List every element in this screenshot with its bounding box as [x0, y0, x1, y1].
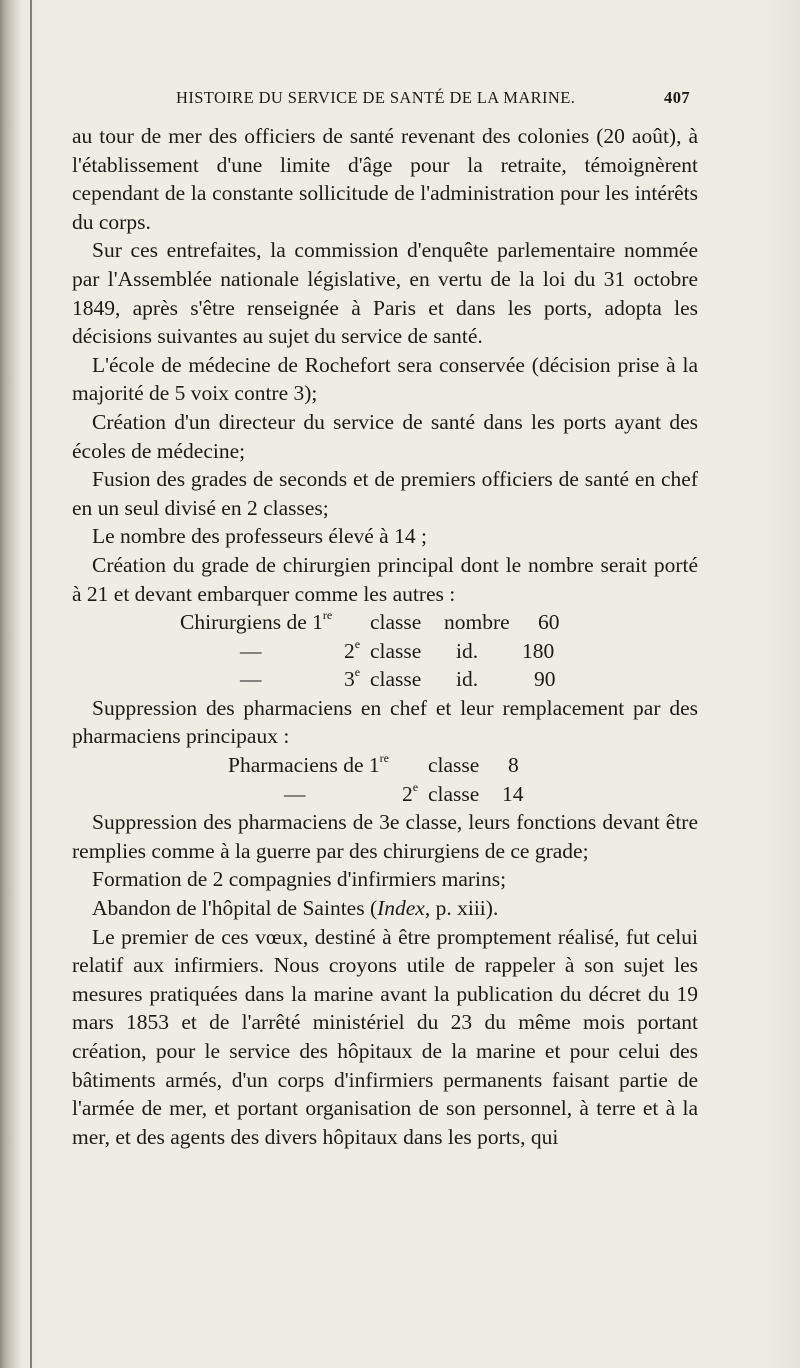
paragraph-9: Suppression des pharmaciens de 3e classe, leurs fonctions devant être remplies comme à la guerre par des chirurgiens de ce grade; [72, 810, 698, 863]
page-number: 407 [664, 88, 690, 107]
pharmacists-row-label: Pharmaciens de 1 [228, 753, 380, 778]
class-number: 3 [344, 667, 355, 692]
class-word: classe [428, 781, 480, 806]
surgeons-row-1 [72, 608, 698, 637]
paragraph-1: au tour de mer des officiers de santé revenant des colonies (20 août), à l'établissement d'une limite d'âge pour la retraite, témoignèrent cependant de la constante sollicitude de l'administration pour les intérêts du corps. [72, 124, 698, 234]
paragraph-2: Sur ces entrefaites, la commission d'enquête parlementaire nommée par l'Assemblée nationale législative, en vertu de la loi du 31 octobre 1849, après s'être renseignée à Paris et dans les ports, adopta les décisions suivantes au sujet du service de santé. [72, 238, 698, 349]
page-body [72, 122, 698, 1151]
page-margin-line [30, 0, 32, 1368]
ordinal-suffix: e [412, 779, 419, 794]
count-kind: nombre [444, 610, 510, 635]
page-binding-shadow [0, 0, 22, 1368]
count-value: 60 [538, 610, 560, 635]
surgeons-row-2 [72, 637, 698, 666]
pharmacists-row-1 [72, 751, 698, 780]
paragraph-4: Création d'un directeur du service de santé dans les ports ayant des écoles de médecine; [72, 409, 698, 463]
ordinal-suffix: re [322, 607, 333, 622]
count-value: 180 [522, 638, 555, 663]
paragraph-7: Création du grade de chirurgien principal dont le nombre serait porté à 21 et devant embarquer comme les autres : [72, 552, 698, 606]
pharmacists-row-2 [72, 780, 698, 809]
count-value: 14 [502, 781, 524, 806]
ditto-dash: — [240, 667, 262, 692]
count-value: 90 [534, 667, 556, 692]
paragraph-11-start: Abandon de l'hôpital de Saintes ( [92, 896, 378, 921]
paragraph-5: Fusion des grades de seconds et de premiers officiers de santé en chef en un seul divisé en 2 classes; [72, 467, 698, 520]
class-number: 2 [344, 638, 355, 663]
count-kind: id. [456, 667, 479, 692]
paragraph-11 [72, 894, 698, 923]
paragraph-11-end: , p. xiii). [424, 896, 499, 921]
paragraph-8: Suppression des pharmaciens en chef et leur remplacement par des pharmaciens principaux : [72, 695, 698, 749]
paragraph-6: Le nombre des professeurs élevé à 14 ; [92, 524, 427, 549]
class-word: classe [428, 753, 480, 778]
class-word: classe [370, 638, 422, 663]
class-word: classe [370, 667, 422, 692]
ordinal-suffix: e [354, 665, 361, 680]
ditto-dash: — [240, 638, 262, 663]
class-number: 2 [402, 781, 413, 806]
paragraph-3: L'école de médecine de Rochefort sera conservée (décision prise à la majorité de 5 voix contre 3); [72, 352, 698, 406]
paragraph-10: Formation de 2 compagnies d'infirmiers marins; [92, 867, 507, 892]
ditto-dash: — [284, 781, 306, 806]
count-value: 8 [508, 753, 519, 778]
pharmacists-table [72, 751, 698, 808]
running-header [72, 88, 698, 114]
running-title: HISTOIRE DU SERVICE DE SANTÉ DE LA MARINE. [176, 88, 576, 107]
surgeons-row-3 [72, 665, 698, 694]
count-kind: id. [456, 638, 479, 663]
paragraph-12: Le premier de ces vœux, destiné à être promptement réalisé, fut celui relatif aux infirmiers. Nous croyons utile de rappeler à son sujet les mesures pratiquées dans la marine avant la publication du décret du 19 mars 1853 et de l'arrêté ministériel du 23 du même mois portant création, pour le service des hôpitaux de la marine et pour celui des bâtiments armés, d'un corps d'infirmiers permanents faisant partie de l'armée de mer, et portant organisation de son personnel, à terre et à la mer, et des agents des divers hôpitaux dans les ports, qui [72, 924, 698, 1149]
ordinal-suffix: e [354, 636, 361, 651]
ordinal-suffix: re [379, 750, 389, 765]
surgeons-table [72, 608, 698, 694]
class-word: classe [370, 610, 422, 635]
index-reference: Index [377, 896, 425, 921]
surgeons-row-label: Chirurgiens de 1 [180, 610, 323, 635]
